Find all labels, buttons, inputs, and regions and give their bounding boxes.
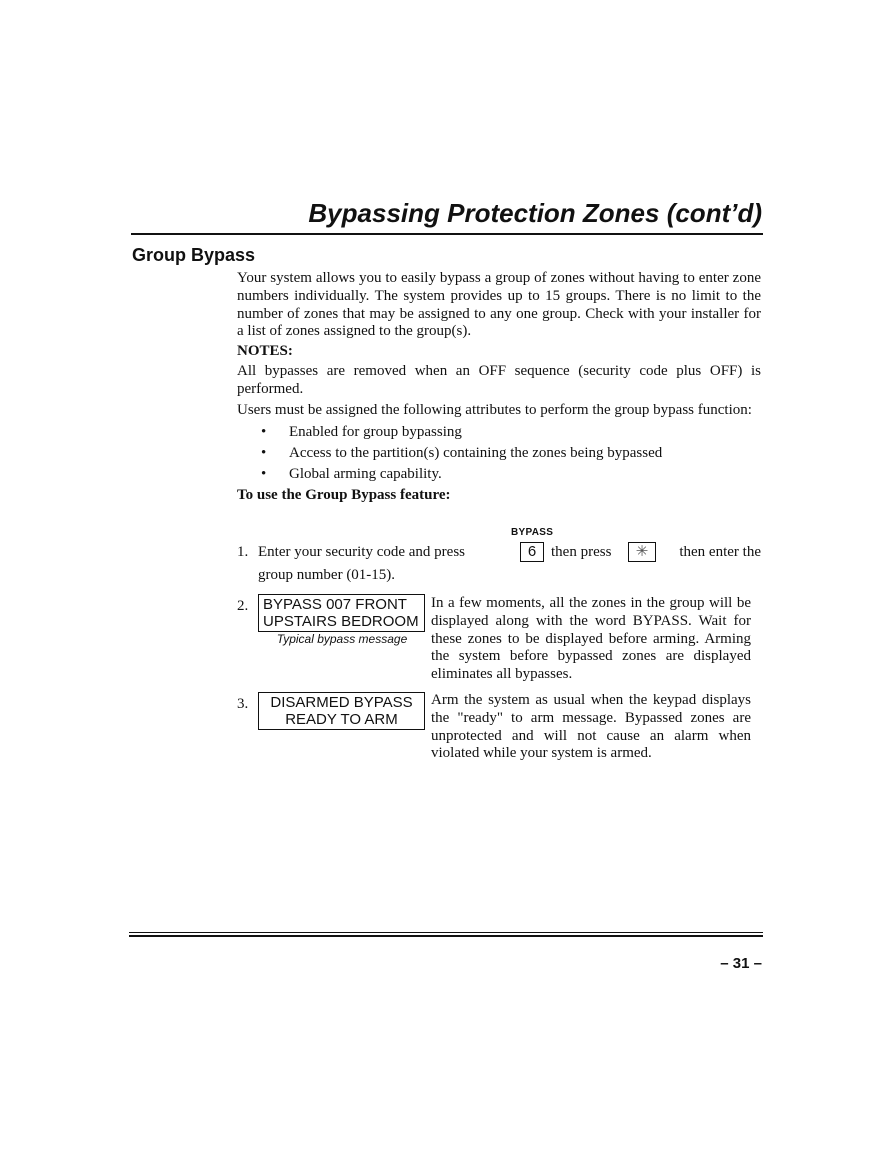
bullet-icon: •: [261, 424, 267, 441]
page-title: Bypassing Protection Zones (cont’d): [308, 198, 762, 228]
note-paragraph: All bypasses are removed when an OFF sequence (security code plus OFF) is performed.: [237, 362, 761, 397]
footer-rule: [129, 932, 763, 933]
list-item: [261, 422, 761, 443]
bypass-key-label: BYPASS: [511, 527, 554, 538]
footer-rule: [129, 935, 763, 937]
attribute-list: [237, 422, 761, 485]
step-1-text: Enter your security code and press: [258, 544, 466, 560]
bullet-icon: •: [261, 466, 267, 483]
title-rule: [131, 233, 763, 235]
page-number: – 31 –: [720, 955, 762, 972]
howto-heading: To use the Group Bypass feature:: [237, 487, 451, 504]
list-item: [261, 464, 761, 485]
note-paragraph: Users must be assigned the following attributes to perform the group bypass function:: [237, 401, 752, 418]
step-number: 2.: [237, 598, 249, 614]
notes-heading: NOTES:: [237, 343, 293, 360]
keypad-display: [258, 594, 425, 632]
intro-paragraph: Your system allows you to easily bypass a group of zones without having to enter zone numbers individually. The system provides up to 15 groups. There is no limit to the number of zones that may be assigned to any one group. Check with your installer for a list of zones assigned to the group(s).: [237, 270, 761, 340]
display-line: UPSTAIRS BEDROOM: [263, 613, 419, 630]
step-number: 1.: [237, 544, 249, 560]
section-heading: Group Bypass: [132, 245, 256, 265]
display-line: BYPASS 007 FRONT: [263, 596, 407, 613]
list-item-text: Enabled for group bypassing: [289, 424, 462, 441]
step-number: 3.: [237, 696, 249, 712]
display-line: READY TO ARM: [285, 711, 398, 728]
list-item: [261, 443, 761, 464]
step-2-text: In a few moments, all the zones in the group will be displayed along with the word BYPASS. Wait for these zones to be displayed before arming. Arming the system before bypassed zones are displayed eliminates all bypasses.: [431, 595, 751, 683]
step-1-text-middle: then press: [551, 544, 612, 560]
section-body: [237, 270, 761, 505]
star-key-icon: ✳: [628, 542, 656, 562]
display-line: DISARMED BYPASS: [270, 694, 413, 711]
step-3-text: Arm the system as usual when the keypad displays the "ready" to arm message. Bypassed zones are unprotected and will not cause an alarm when violated while your system is armed.: [431, 692, 751, 762]
step-1-continuation: group number (01-15).: [258, 567, 396, 583]
step-1: [237, 542, 761, 564]
keypad-display: [258, 692, 425, 730]
display-caption: Typical bypass message: [276, 632, 408, 646]
bullet-icon: •: [261, 445, 267, 462]
bypass-key: 6: [520, 542, 544, 562]
list-item-text: Access to the partition(s) containing the zones being bypassed: [289, 445, 663, 462]
step-1-text-after: then enter the: [679, 544, 761, 560]
list-item-text: Global arming capability.: [289, 466, 442, 483]
